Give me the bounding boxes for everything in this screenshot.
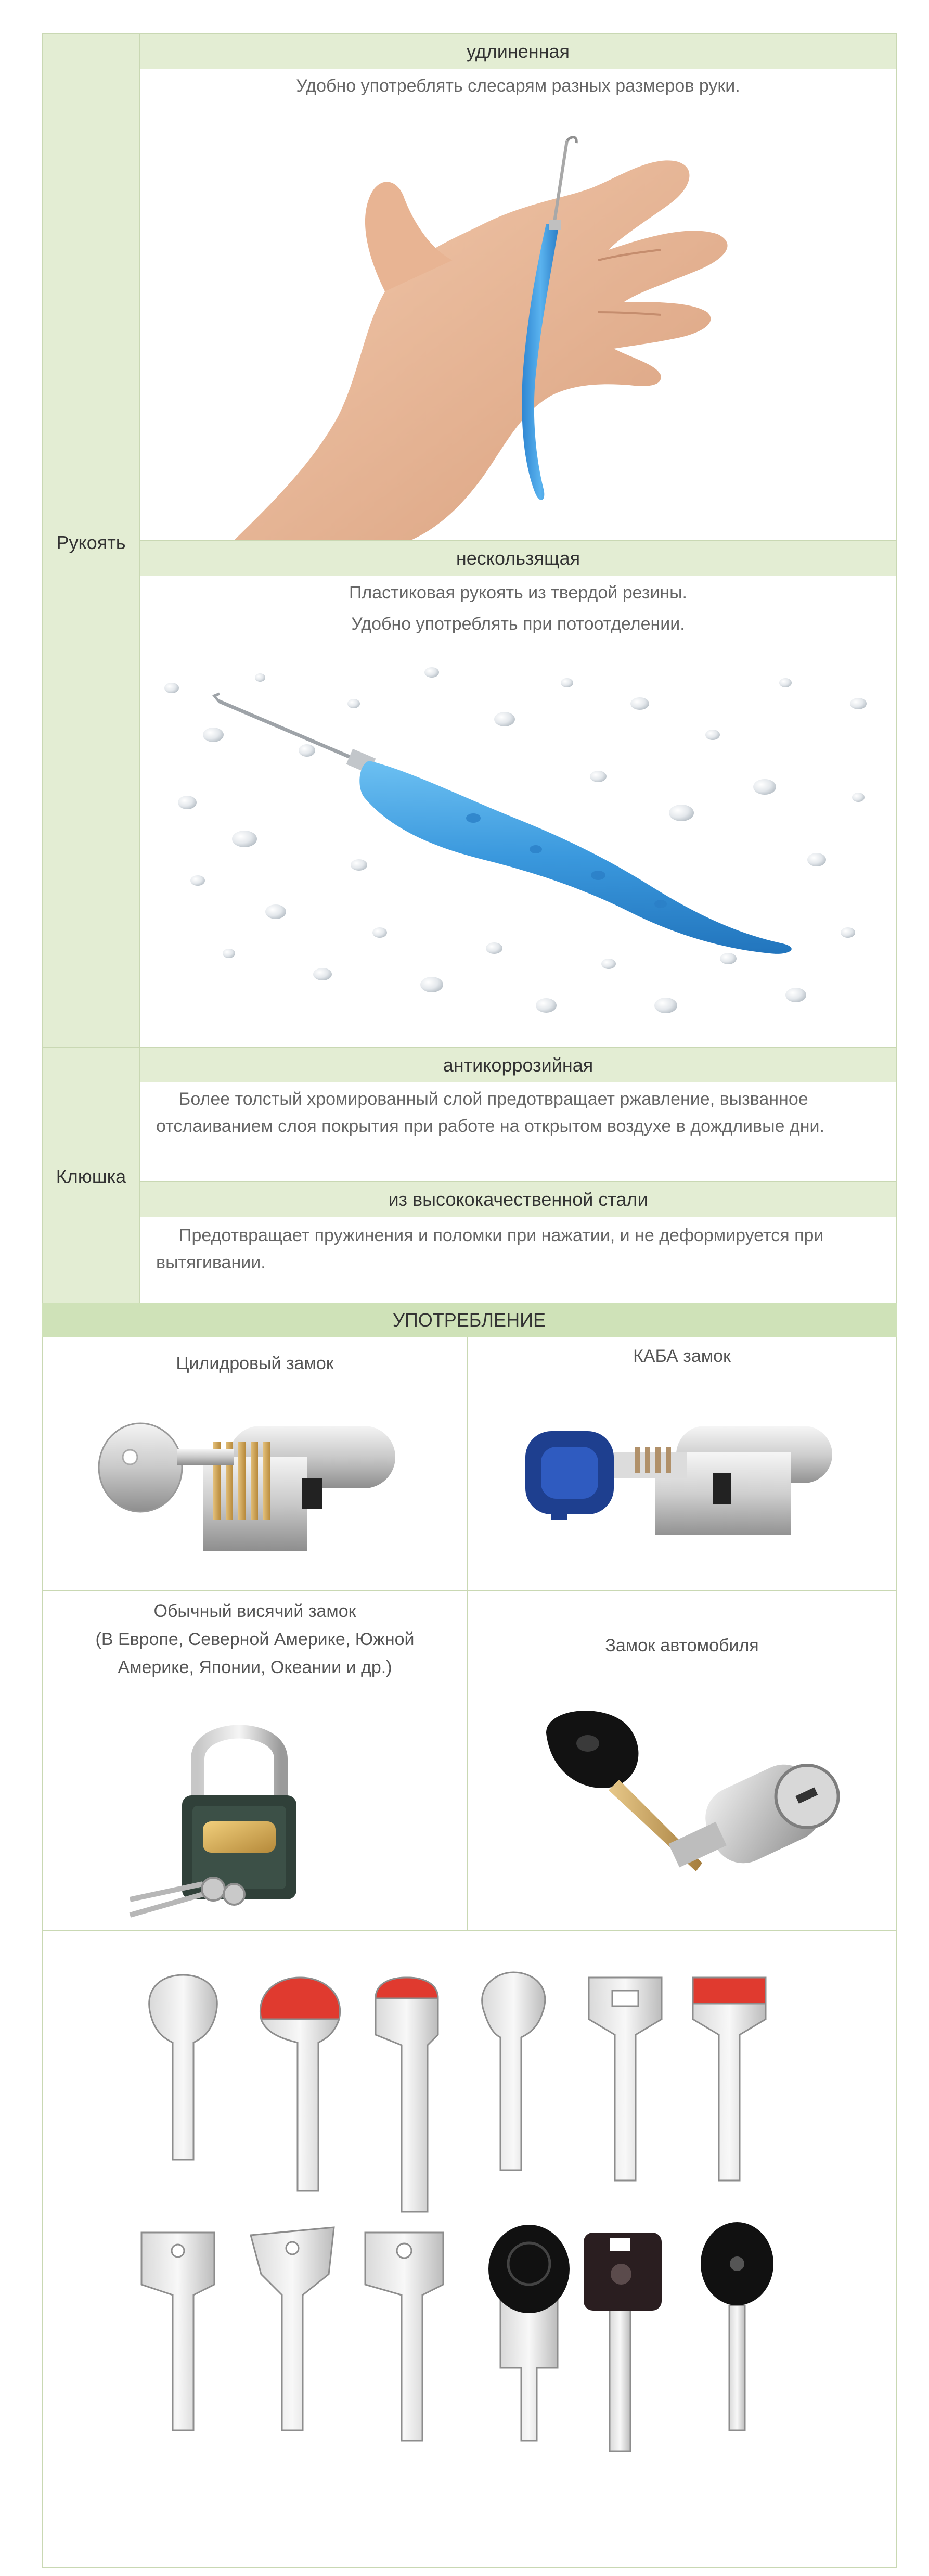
kaba-lock-image	[505, 1395, 848, 1561]
padlock-caption-line2: (В Европе, Северной Америке, Южной	[95, 1629, 415, 1649]
table-border-left	[42, 33, 43, 1303]
header-steel	[140, 1182, 896, 1217]
nonslip-text-line1: Пластиковая рукоять из твердой резины.	[349, 583, 688, 603]
usage-divider-row1	[42, 1590, 897, 1591]
cylinder-lock-image	[94, 1395, 416, 1572]
table-divider-handle-hook	[42, 1047, 897, 1048]
header-anticorrosion-text: антикоррозийная	[443, 1054, 593, 1076]
padlock-caption-line1: Обычный висячий замок	[153, 1601, 356, 1621]
handle-label	[42, 526, 140, 560]
nonslip-text-line2: Удобно употреблять при потоотделении.	[351, 614, 685, 634]
usage-header	[42, 1303, 897, 1337]
header-nonslip	[140, 541, 896, 576]
anticorrosion-text: Более толстый хромированный слой предотвращает ржавление, вызванное отслаиванием слоя покрытия при работе на открытом воздухе в дождливые дни.	[156, 1089, 824, 1136]
header-nonslip-text: нескользящая	[456, 547, 580, 569]
table-divider-steel	[140, 1181, 896, 1182]
header-elongated	[140, 34, 896, 69]
hand-holding-tool-image	[140, 104, 896, 540]
hook-label-text: Клюшка	[56, 1166, 126, 1187]
header-steel-text: из высококачественной стали	[388, 1189, 648, 1210]
padlock-caption-line3: Америке, Японии, Океании и др.)	[118, 1657, 392, 1677]
table-border-right	[896, 33, 897, 1303]
usage-border-right	[896, 1337, 897, 2568]
header-elongated-text: удлиненная	[466, 41, 570, 62]
padlock-image	[125, 1712, 343, 1920]
key-blanks-image	[43, 1931, 896, 2567]
header-anticorrosion	[140, 1048, 896, 1082]
table-border-top	[42, 33, 897, 34]
hook-label	[42, 1159, 140, 1194]
car-lock-image	[531, 1686, 843, 1915]
usage-header-text: УПОТРЕБЛЕНИЕ	[393, 1309, 546, 1331]
tool-water-drops-image	[140, 641, 896, 1047]
usage-border-bottom	[42, 2567, 897, 2568]
steel-text: Предотвращает пружинения и поломки при нажатии, и не деформируется при вытягивании.	[156, 1226, 824, 1272]
cylinder-lock-caption: Цилидровый замок	[176, 1354, 334, 1373]
kaba-lock-caption: КАБА замок	[633, 1346, 731, 1366]
elongated-text: Удобно употреблять слесарям разных размеров руки.	[296, 76, 740, 96]
car-lock-caption: Замок автомобиля	[605, 1636, 759, 1655]
table-divider-nonslip	[140, 540, 896, 541]
handle-label-text: Рукоять	[56, 532, 126, 553]
